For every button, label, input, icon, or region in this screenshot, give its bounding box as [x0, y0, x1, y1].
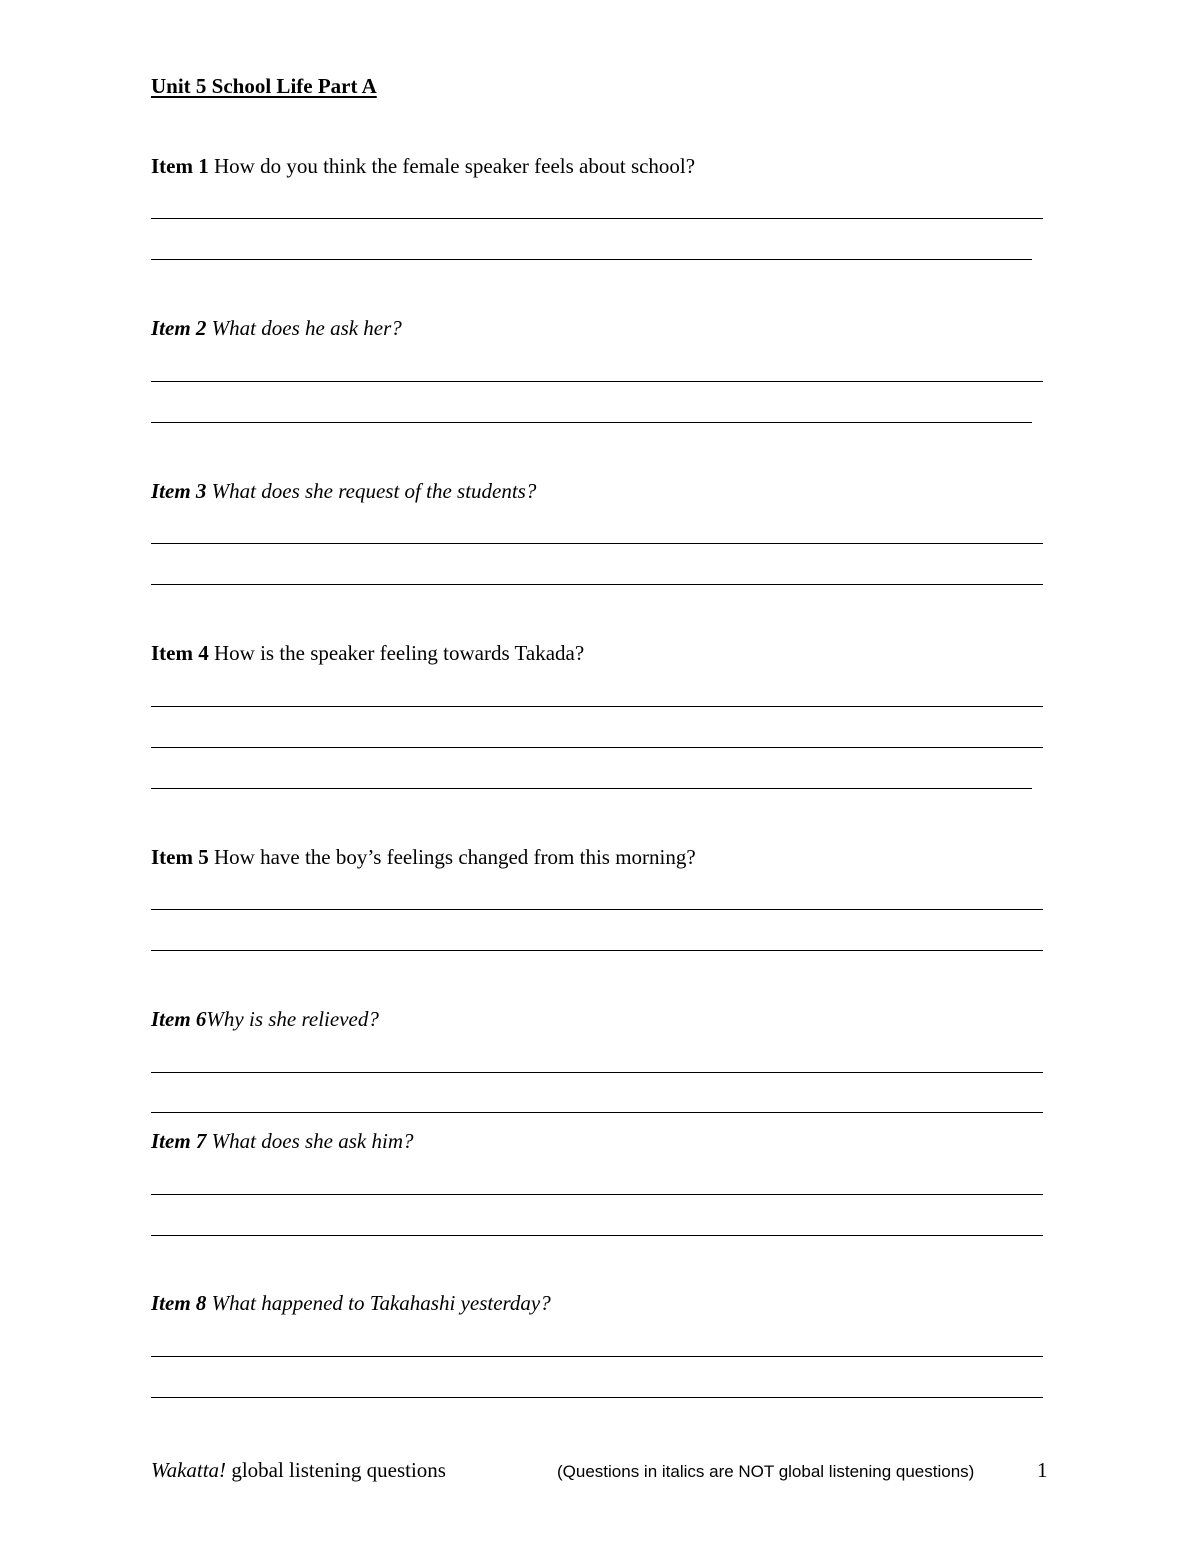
answer-line[interactable]	[151, 1235, 1043, 1236]
answer-line[interactable]	[151, 1194, 1043, 1195]
item-label: Item 8	[151, 1291, 207, 1315]
question-text: What does he ask her?	[206, 316, 402, 340]
question-text: What does she request of the students?	[206, 479, 537, 503]
item-label: Item 1	[151, 154, 209, 178]
footer-title	[151, 1456, 446, 1484]
answer-line[interactable]	[151, 1112, 1043, 1113]
question-item-2	[151, 314, 402, 342]
question-text: What does she ask him?	[206, 1129, 414, 1153]
item-label: Item 3	[151, 479, 207, 503]
page-footer	[151, 1456, 1051, 1486]
footer-brand: Wakatta!	[151, 1458, 227, 1482]
answer-line[interactable]	[151, 788, 1032, 789]
answer-line[interactable]	[151, 747, 1043, 748]
answer-line[interactable]	[151, 259, 1032, 260]
item-label: Item 6	[151, 1007, 207, 1031]
answer-line[interactable]	[151, 1072, 1043, 1073]
answer-line[interactable]	[151, 1356, 1043, 1357]
question-text: How do you think the female speaker feels about school?	[208, 154, 696, 178]
answer-line[interactable]	[151, 1397, 1043, 1398]
question-text: How have the boy’s feelings changed from this morning?	[208, 845, 696, 869]
answer-line[interactable]	[151, 584, 1043, 585]
item-label: Item 4	[151, 641, 209, 665]
footer-note: (Questions in italics are NOT global listening questions)	[557, 1462, 975, 1481]
question-text: How is the speaker feeling towards Takada?	[208, 641, 585, 665]
question-text: Why is she relieved?	[206, 1007, 379, 1031]
question-text: What happened to Takahashi yesterday?	[206, 1291, 551, 1315]
question-item-8	[151, 1289, 551, 1317]
item-label: Item 7	[151, 1129, 207, 1153]
answer-line[interactable]	[151, 950, 1043, 951]
page-number: 1	[1037, 1458, 1048, 1482]
answer-line[interactable]	[151, 909, 1043, 910]
item-label: Item 2	[151, 316, 207, 340]
answer-line[interactable]	[151, 706, 1043, 707]
question-item-5	[151, 843, 696, 871]
answer-line[interactable]	[151, 543, 1043, 544]
page-title: Unit 5 School Life Part A	[151, 74, 377, 98]
question-item-7	[151, 1127, 413, 1155]
question-item-4	[151, 639, 584, 667]
question-item-3	[151, 477, 536, 505]
footer-text: global listening questions	[226, 1458, 446, 1482]
answer-line[interactable]	[151, 218, 1043, 219]
answer-line[interactable]	[151, 422, 1032, 423]
question-item-1	[151, 152, 695, 180]
answer-line[interactable]	[151, 381, 1043, 382]
question-item-6	[151, 1005, 379, 1033]
item-label: Item 5	[151, 845, 209, 869]
